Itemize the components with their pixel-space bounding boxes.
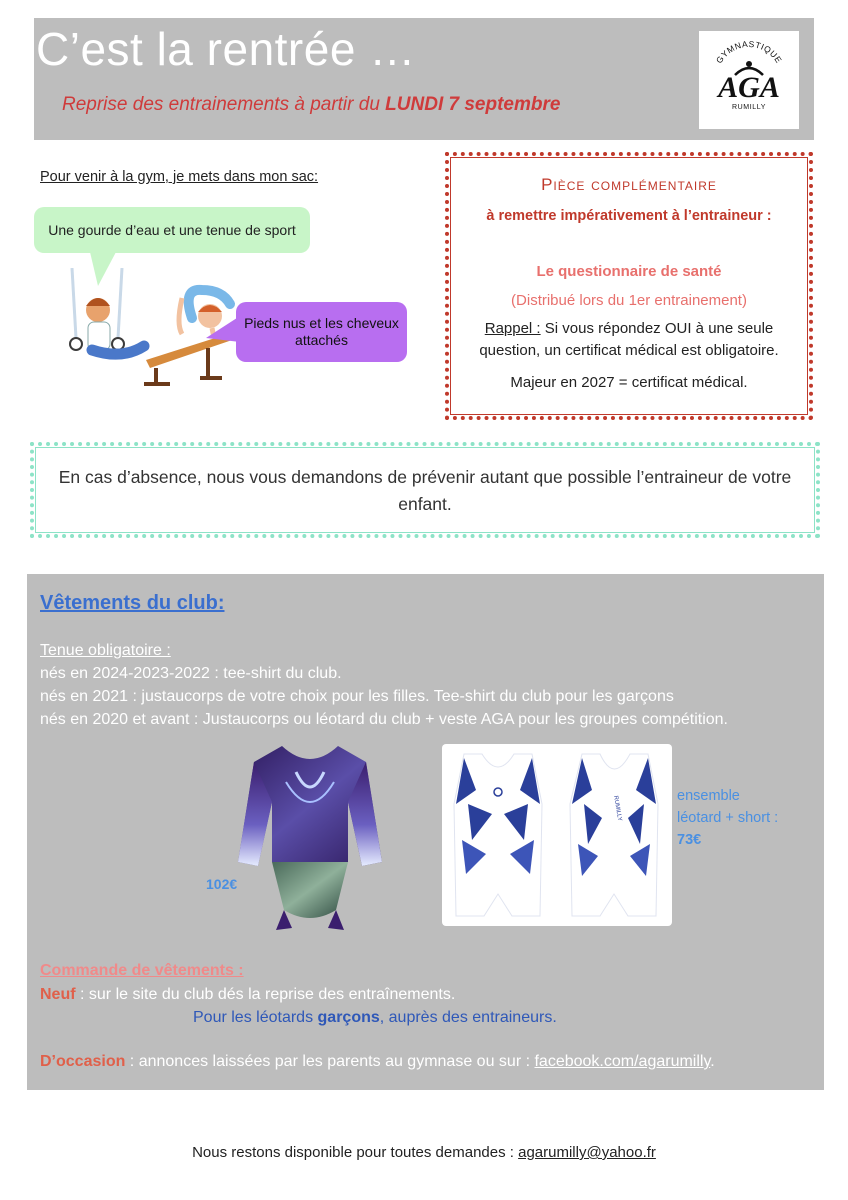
distribue-note: (Distribué lors du 1er entrainement) (511, 292, 747, 309)
absence-text: En cas d’absence, nous vous demandons de prévenir autant que possible l’entraineur de votre enfant. (58, 467, 792, 514)
rappel-line-2: question, un certificat médical est obligatoire. (479, 342, 779, 359)
garcons-prefix: Pour les léotards (193, 1009, 318, 1026)
girls-leotard-image (236, 742, 384, 932)
aga-logo-icon (699, 31, 799, 129)
boys-leotard-image (442, 744, 672, 926)
commande-title: Commande de vêtements : (40, 962, 244, 979)
ensemble-label-2: léotard + short : (677, 810, 779, 826)
tenue-line-2: nés en 2021 : justaucorps de votre choix pour les filles. Tee-shirt du club pour les garçons (40, 688, 674, 705)
footer-text: Nous restons disponible pour toutes demandes : (192, 1144, 519, 1161)
tenue-line-3: nés en 2020 et avant : Justaucorps ou léotard du club + veste AGA pour les groupes compétition. (40, 711, 728, 728)
occasion-label: D’occasion (40, 1053, 126, 1070)
occasion-end: . (710, 1053, 715, 1070)
occasion-text: : annonces laissées par les parents au gymnase ou sur : (125, 1053, 535, 1070)
bubble-purple-text: Pieds nus et les cheveux attachés (244, 315, 399, 348)
girls-leotard-price: 102€ (206, 876, 238, 892)
ensemble-label-1: ensemble (677, 788, 740, 804)
questionnaire-label: Le questionnaire de santé (536, 263, 722, 280)
rappel-text-1: Si vous répondez OUI à une seule (540, 320, 774, 337)
tenue-title: Tenue obligatoire : (40, 642, 171, 659)
bubble-tail-icon (206, 316, 240, 346)
piece-subtitle: à remettre impérativement à l’entraineur : (486, 208, 772, 224)
garcons-bold: garçons (317, 1009, 380, 1026)
page-title: C’est la rentrée … (36, 23, 416, 75)
page-subtitle (62, 94, 560, 116)
neuf-label: Neuf (40, 986, 76, 1003)
facebook-link[interactable]: facebook.com/agarumilly (534, 1053, 711, 1070)
club-logo (699, 31, 799, 129)
tenue-line-1: nés en 2024-2023-2022 : tee-shirt du club. (40, 665, 342, 682)
subtitle-date: LUNDI 7 septembre (385, 94, 561, 115)
logo-main-text: AGA (718, 71, 780, 104)
occasion-line (40, 1053, 715, 1071)
footer (0, 1144, 848, 1161)
logo-bottom-text: RUMILLY (731, 104, 767, 111)
subtitle-text: Reprise des entrainements à partir du (62, 94, 386, 115)
piece-title: Pièce complémentaire (541, 175, 717, 194)
neuf-text: : sur le site du club dés la reprise des entraînements. (75, 986, 456, 1003)
majeur-note: Majeur en 2027 = certificat médical. (510, 374, 748, 391)
neuf-line (40, 986, 455, 1004)
bag-title: Pour venir à la gym, je mets dans mon sac: (40, 169, 319, 185)
garcons-suffix: , auprès des entraineurs. (379, 1009, 557, 1026)
rappel-line-1 (445, 320, 813, 337)
club-clothing-title: Vêtements du club: (40, 592, 225, 614)
garcons-line (193, 1009, 557, 1027)
logo-top-text: GYMNASTIQUE (713, 38, 785, 66)
email-link[interactable]: agarumilly@yahoo.fr (518, 1144, 656, 1161)
boys-leotard-price: 73€ (677, 832, 702, 848)
boys-leotard-print: RUMILLY (612, 795, 623, 822)
rappel-label: Rappel : (484, 320, 541, 337)
bubble-green-text: Une gourde d’eau et une tenue de sport (48, 222, 296, 238)
